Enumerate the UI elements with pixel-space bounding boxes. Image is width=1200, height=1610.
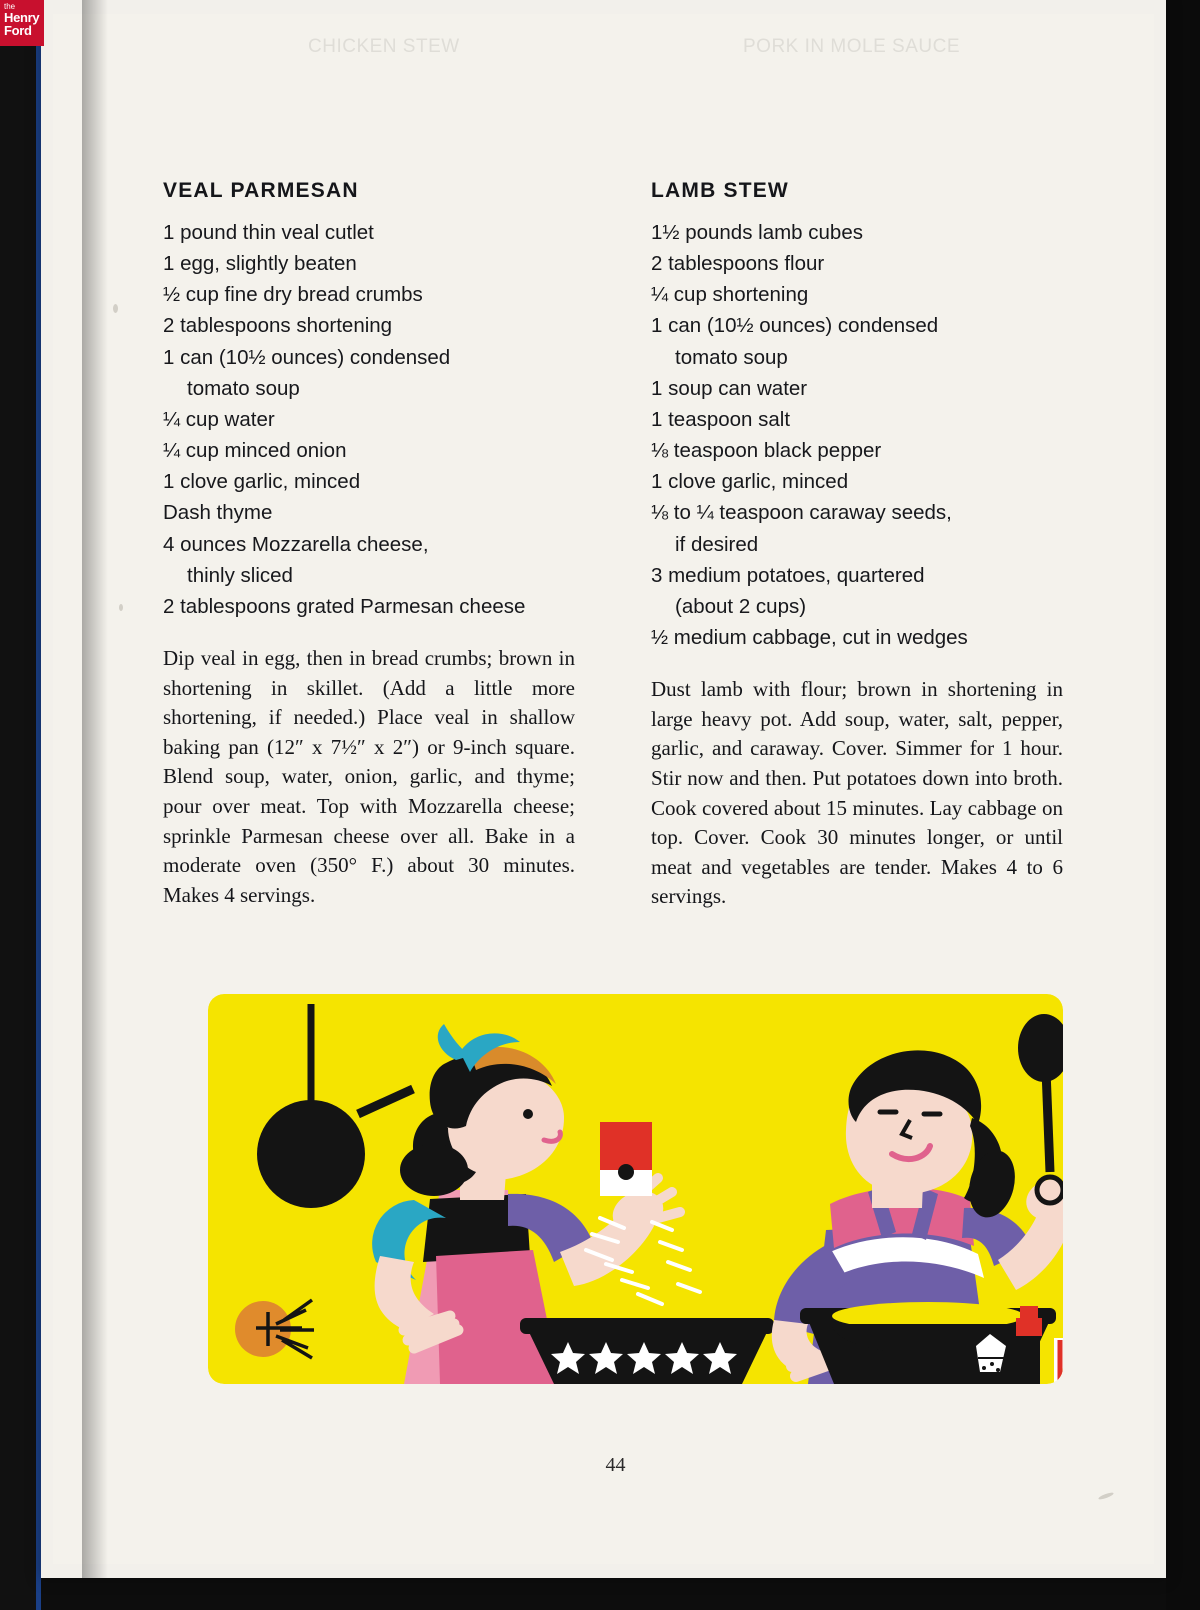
ingredient-item-continued: thinly sliced — [187, 563, 293, 587]
watermark-line-3: Ford — [4, 23, 32, 38]
ingredient-item: ½ cup fine dry bread crumbs — [163, 283, 423, 307]
ingredient-item: 2 tablespoons grated Parmesan cheese — [163, 594, 526, 618]
ingredient-item: 3 medium potatoes, quartered — [651, 563, 925, 587]
recipe-columns — [163, 179, 1063, 912]
ghost-text-right: PORK IN MOLE SAUCE — [743, 36, 960, 57]
recipe-method: Dust lamb with flour; brown in shortening in large heavy pot. Add soup, water, salt, pepper, garlic, and caraway. Cover. Simmer for 1 hour. Stir now and then. Put potatoes down into broth. Cook covered about 15 minutes. Lay cabbage on top. Cover. Cook 30 minutes longer, or until meat and vegetables are tender. Makes 4 to 6 servings. — [651, 677, 1063, 909]
watermark-line-1: the — [4, 2, 16, 11]
page-number: 44 — [605, 1454, 626, 1476]
ingredient-item: 1 clove garlic, minced — [651, 470, 849, 494]
paper-speckle — [119, 604, 123, 611]
recipe-title: LAMB STEW — [651, 179, 789, 202]
ingredient-item: 1 can (10½ ounces) condensed — [651, 314, 939, 338]
ingredient-item: ⅛ to ¼ teaspoon caraway seeds, — [651, 501, 952, 525]
ingredient-item: ¼ cup shortening — [651, 283, 809, 307]
left-dark-margin — [0, 0, 40, 1610]
ingredient-item: ⅛ teaspoon black pepper — [651, 439, 882, 463]
ingredient-item-continued: (about 2 cups) — [675, 594, 807, 618]
ingredient-item: 1 can (10½ ounces) condensed — [163, 345, 451, 369]
paper-speckle — [113, 304, 118, 313]
ingredient-list — [163, 217, 575, 622]
paper-speckle — [1098, 1491, 1114, 1500]
two-cooks-illustration — [208, 994, 1063, 1384]
recipe-title: VEAL PARMESAN — [163, 179, 359, 202]
ingredient-item: Dash thyme — [163, 501, 273, 525]
ingredient-item-continued: tomato soup — [187, 376, 300, 400]
ingredient-item: 1 clove garlic, minced — [163, 470, 361, 494]
watermark-line-2: Henry — [4, 10, 40, 25]
ingredient-item: 2 tablespoons shortening — [163, 314, 393, 338]
ingredient-item: 2 tablespoons flour — [651, 252, 825, 276]
ingredient-item: ¼ cup water — [163, 407, 275, 431]
page-surface — [53, 14, 1154, 1564]
ghost-text-left: CHICKEN STEW — [308, 36, 460, 57]
book-page — [41, 0, 1166, 1578]
recipe-veal-parmesan — [163, 179, 575, 912]
illustration-svg — [208, 994, 1063, 1384]
recipe-lamb-stew — [651, 179, 1063, 912]
ingredient-item: 1 egg, slightly beaten — [163, 252, 357, 276]
recipe-method: Dip veal in egg, then in bread crumbs; brown in shortening in skillet. (Add a little more shortening, if needed.) Place veal in shallow baking pan (12″ x 7½″ x 2″) or 9-inch square. Blend soup, water, onion, garlic, and thyme; pour over meat. Top with Mozzarella cheese; sprinkle Parmesan cheese over all. Bake in a moderate oven (350° F.) about 30 minutes. Makes 4 servings. — [163, 646, 575, 907]
bottom-dark-margin — [41, 1578, 1166, 1610]
ingredient-item: 4 ounces Mozzarella cheese, — [163, 532, 429, 556]
ingredient-item-continued: if desired — [675, 532, 759, 556]
ingredient-item: 1 pound thin veal cutlet — [163, 221, 374, 244]
ingredient-item: 1 teaspoon salt — [651, 407, 791, 431]
ingredient-item: 1 soup can water — [651, 376, 808, 400]
ingredient-item: ½ medium cabbage, cut in wedges — [651, 626, 968, 650]
ingredient-item: ¼ cup minced onion — [163, 439, 347, 463]
ingredient-item-continued: tomato soup — [675, 345, 788, 369]
henry-ford-watermark-logo — [0, 0, 44, 46]
right-dark-margin — [1166, 0, 1200, 1610]
spine-shadow — [82, 0, 108, 1578]
ingredient-item: 1½ pounds lamb cubes — [651, 221, 863, 244]
ingredient-list — [651, 217, 1063, 653]
